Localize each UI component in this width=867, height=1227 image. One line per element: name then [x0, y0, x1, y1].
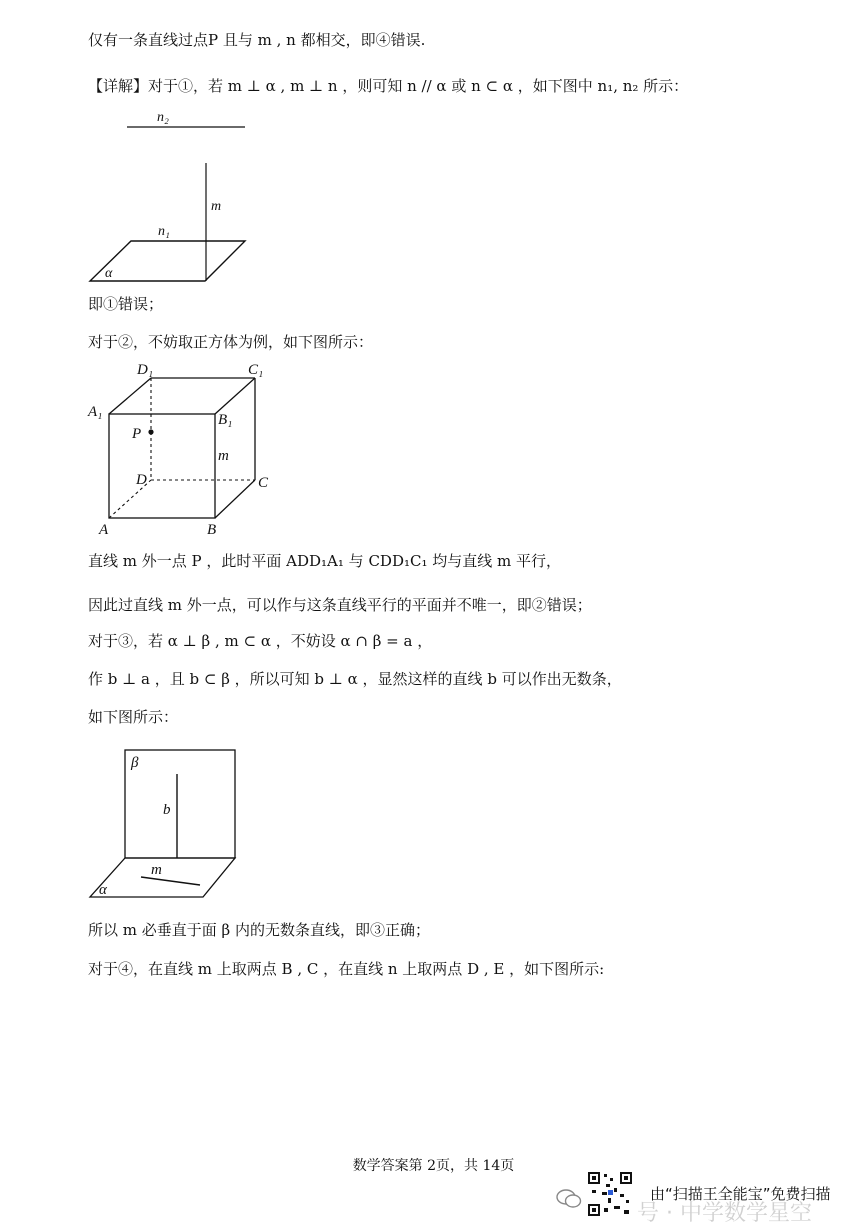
cube-front-face: [109, 414, 215, 518]
label-A: A: [99, 522, 109, 538]
label-m: m: [211, 199, 222, 214]
line-m: [141, 877, 200, 885]
page-footer: 数学答案第 2页，共 14页: [352, 1158, 515, 1174]
label-C: C: [258, 475, 269, 491]
label-m: m: [218, 448, 229, 464]
figure-perpendicular-planes: [85, 742, 255, 902]
watermark-ghost-text: 号 · 中学数学星空: [637, 1201, 812, 1226]
label-B: B: [207, 522, 217, 538]
label-C1: C₁: [248, 362, 264, 378]
label-P: P: [132, 426, 142, 442]
text-line-5: 直线 m 外一点 P ，此时平面 ADD₁A₁ 与 CDD₁C₁ 均与直线 m 平行，: [88, 552, 561, 570]
plane-beta: [125, 750, 235, 858]
figure-plane-lines: [85, 105, 265, 290]
text-line-1: 仅有一条直线过点P 且与 m , n 都相交，即④错误.: [88, 31, 426, 49]
label-n2: n₂: [157, 110, 169, 125]
plane-alpha: [90, 241, 245, 281]
label-B1: B₁: [218, 412, 233, 428]
point-P: [148, 429, 153, 434]
text-line-7: 对于③，若 α ⊥ β , m ⊂ α ，不妨设 α ∩ β = a ，: [88, 632, 433, 650]
label-alpha: α: [105, 266, 113, 281]
text-line-2: 【详解】对于①，若 m ⊥ α , m ⊥ n ，则可知 n // α 或 n ⊂ α ，如下图中 n₁, n₂ 所示：: [88, 77, 689, 95]
label-D: D: [136, 472, 147, 488]
figure-cube: [85, 358, 285, 543]
text-line-3: 即①错误；: [88, 295, 164, 313]
text-line-6: 因此过直线 m 外一点，可以作与这条直线平行的平面并不唯一，即②错误；: [88, 596, 592, 614]
text-line-10: 所以 m 必垂直于面 β 内的无数条直线，即③正确；: [88, 921, 430, 939]
label-m: m: [151, 862, 162, 878]
wechat-icon: [556, 1188, 582, 1210]
watermark-text: 由“扫描王全能宝”免费扫描: [650, 1185, 831, 1203]
label-D1: D₁: [137, 362, 154, 378]
qr-code-icon: [586, 1170, 634, 1218]
text-line-9: 如下图所示：: [88, 708, 179, 726]
label-A1: A₁: [88, 404, 103, 420]
text-line-11: 对于④，在直线 m 上取两点 B , C ，在直线 n 上取两点 D , E ，如下图所示:: [88, 960, 605, 978]
label-beta: β: [131, 755, 139, 771]
text-line-4: 对于②，不妨取正方体为例，如下图所示：: [88, 333, 374, 351]
label-n1: n₁: [158, 224, 170, 239]
label-b: b: [163, 802, 171, 818]
text-line-8: 作 b ⊥ a ，且 b ⊂ β ，所以可知 b ⊥ α ，显然这样的直线 b 可以作出无数条，: [88, 670, 622, 688]
plane-alpha: [90, 858, 235, 897]
label-alpha: α: [99, 882, 107, 898]
